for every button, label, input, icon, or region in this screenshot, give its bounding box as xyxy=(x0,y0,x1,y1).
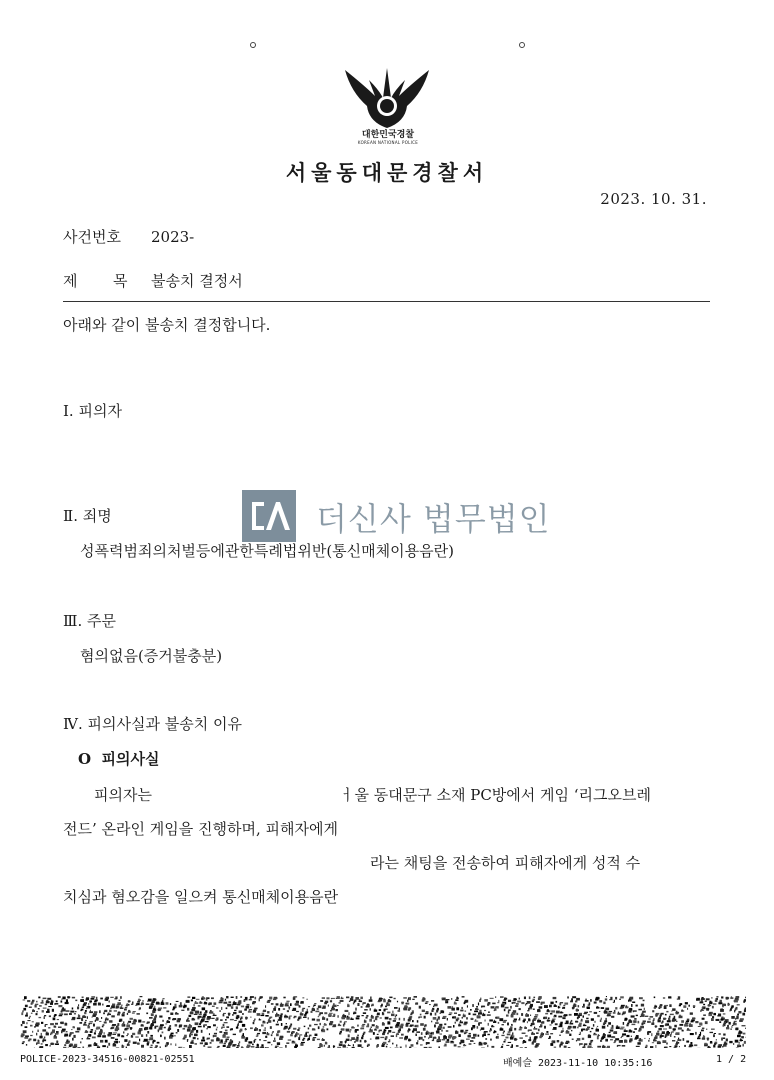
facts-line-4: 치심과 혐오감을 일으켜 통신매체이용음란 xyxy=(63,888,339,906)
section-charge-heading: Ⅱ. 죄명 xyxy=(63,507,112,525)
facts-sub-marker: O xyxy=(78,750,92,768)
order-text: 혐의없음(증거불충분) xyxy=(80,647,223,665)
footer-print-info: 배예슬 2023-11-10 10:35:16 xyxy=(503,1058,653,1069)
law-firm-logo-icon xyxy=(242,490,296,542)
facts-line-1b: ㅓ울 동대문구 소재 PC방에서 게임 ‘리그오브레 xyxy=(340,786,651,804)
intro-text: 아래와 같이 불송치 결정합니다. xyxy=(63,316,271,334)
law-firm-watermark-text: 더신사 법무법인 xyxy=(316,500,551,538)
divider-line xyxy=(63,301,710,302)
case-number-row xyxy=(63,226,194,247)
facts-subheading xyxy=(78,748,160,769)
title-label-char-1: 제 xyxy=(63,272,78,290)
police-name-english: KOREAN NATIONAL POLICE xyxy=(357,140,419,145)
station-title: 서울동대문경찰서 xyxy=(285,160,489,185)
facts-line-3: 라는 채팅을 전송하여 피해자에게 성적 수 xyxy=(370,854,641,872)
case-number-label: 사건번호 xyxy=(63,228,121,246)
section-facts-heading: Ⅳ. 피의사실과 불송치 이유 xyxy=(63,715,242,733)
case-number-value: 2023- xyxy=(151,228,195,246)
registration-dot-right xyxy=(519,42,525,48)
facts-line-2: 전드’ 온라인 게임을 진행하며, 피해자에게 xyxy=(63,820,338,838)
facts-sub-label: 피의사실 xyxy=(101,750,160,768)
title-label-char-2: 목 xyxy=(113,272,128,290)
footer-page-number: 1 / 2 xyxy=(716,1054,747,1065)
facts-line-1a: 피의자는 xyxy=(94,786,152,804)
section-order-heading: Ⅲ. 주문 xyxy=(63,612,116,630)
scan-noise-band xyxy=(20,996,746,1048)
charge-text: 성폭력범죄의처벌등에관한특례법위반(통신매체이용음란) xyxy=(80,542,454,560)
title-value: 불송치 결정서 xyxy=(151,272,243,290)
police-name-korean: 대한민국경찰 xyxy=(361,130,415,140)
footer-document-id: POLICE-2023-34516-00821-02551 xyxy=(20,1054,195,1065)
section-suspect-heading: Ⅰ. 피의자 xyxy=(63,402,122,420)
title-row xyxy=(63,270,243,291)
document-date: 2023. 10. 31. xyxy=(600,190,707,208)
registration-dot-left xyxy=(250,42,256,48)
law-firm-watermark xyxy=(242,490,551,542)
